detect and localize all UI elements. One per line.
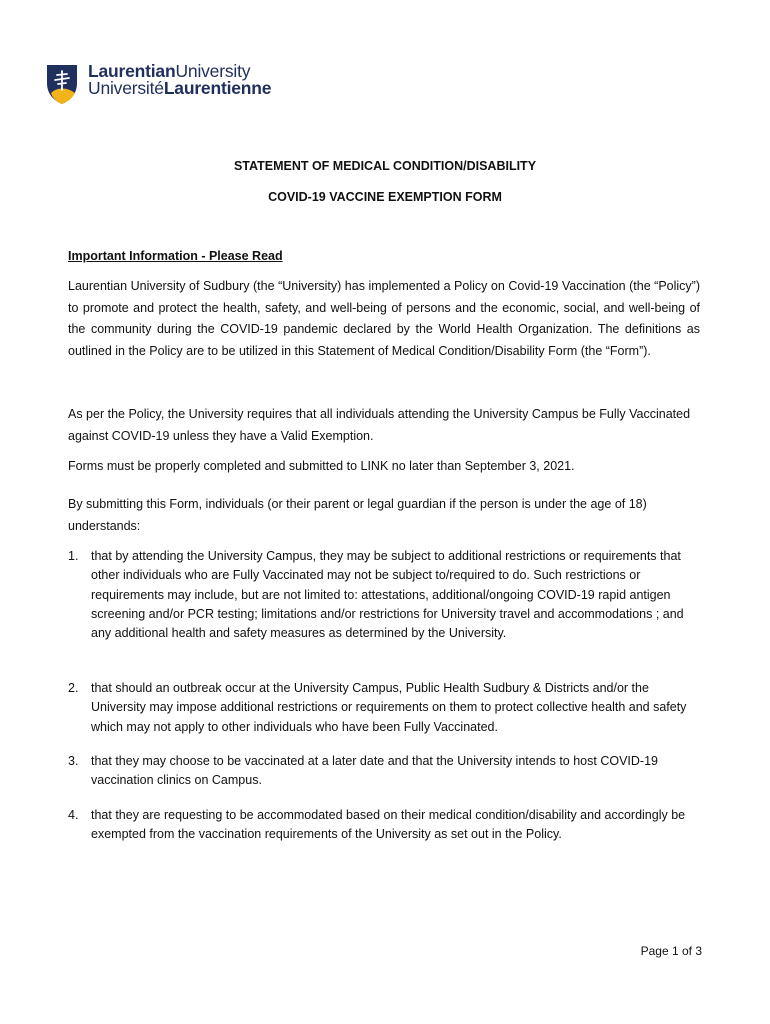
list-item — [68, 547, 700, 643]
list-item-number: 4. — [68, 808, 79, 822]
list-item-text: that they may choose to be vaccinated at a later date and that the University intends to host COVID-19 vaccination clinics on Campus. — [91, 754, 658, 788]
list-item-text: that by attending the University Campus, they may be subject to additional restrictions or requirements that other individuals who are Fully Vaccinated may not be subject to/required to do. Such restrictions or requirements may include, but are not limited to: attestations, additional/ongoing COVID-19 rapid antigen screening and/or PCR testing; limitations and/or restrictions for University travel and accommodations ; and any additional health and safety measures as determined by the University. — [91, 549, 684, 641]
list-item-text: that should an outbreak occur at the University Campus, Public Health Sudbury & Districts and/or the University may impose additional restrictions or requirements on them to protect collective health and safety which may not apply to other individuals who have been Fully Vaccinated. — [91, 681, 687, 734]
list-item-text: that they are requesting to be accommodated based on their medical condition/disability and accordingly be exempted from the vaccination requirements of the University as set out in the Policy. — [91, 808, 686, 842]
wordmark-french: UniversitéLaurentienne — [88, 78, 272, 98]
wordmark-english: LaurentianUniversity — [88, 61, 251, 81]
page-number: Page 1 of 3 — [640, 944, 702, 958]
list-item — [68, 752, 700, 791]
document-subtitle: COVID-19 VACCINE EXEMPTION FORM — [268, 190, 502, 204]
list-item-number: 2. — [68, 681, 79, 695]
forms-deadline-paragraph: Forms must be properly completed and submitted to LINK no later than September 3, 2021. — [68, 459, 575, 473]
submission-paragraph: By submitting this Form, individuals (or their parent or legal guardian if the person is under the age of 18) understands: — [68, 497, 647, 533]
list-item-number: 3. — [68, 754, 79, 768]
intro-paragraph: Laurentian University of Sudbury (the “University) has implemented a Policy on Covid-19 Vaccination (the “Policy”) to promote and protect the health, safety, and well-being of persons and the economic, social, and well-being of the community during the COVID-19 pandemic declared by the World Health Organization. The definitions as outlined in the Policy are to be utilized in this Statement of Medical Condition/Disability Form (the “Form”). — [68, 279, 700, 358]
list-item — [68, 679, 700, 737]
university-wordmark — [88, 63, 271, 97]
university-logo — [45, 62, 285, 108]
university-shield-icon — [45, 63, 79, 105]
policy-paragraph: As per the Policy, the University requires that all individuals attending the University Campus be Fully Vaccinated against COVID-19 unless they have a Valid Exemption. — [68, 407, 691, 443]
document-title: STATEMENT OF MEDICAL CONDITION/DISABILITY — [233, 159, 537, 173]
list-item — [68, 806, 700, 845]
list-item-number: 1. — [68, 549, 79, 563]
section-heading: Important Information - Please Read — [68, 249, 283, 263]
